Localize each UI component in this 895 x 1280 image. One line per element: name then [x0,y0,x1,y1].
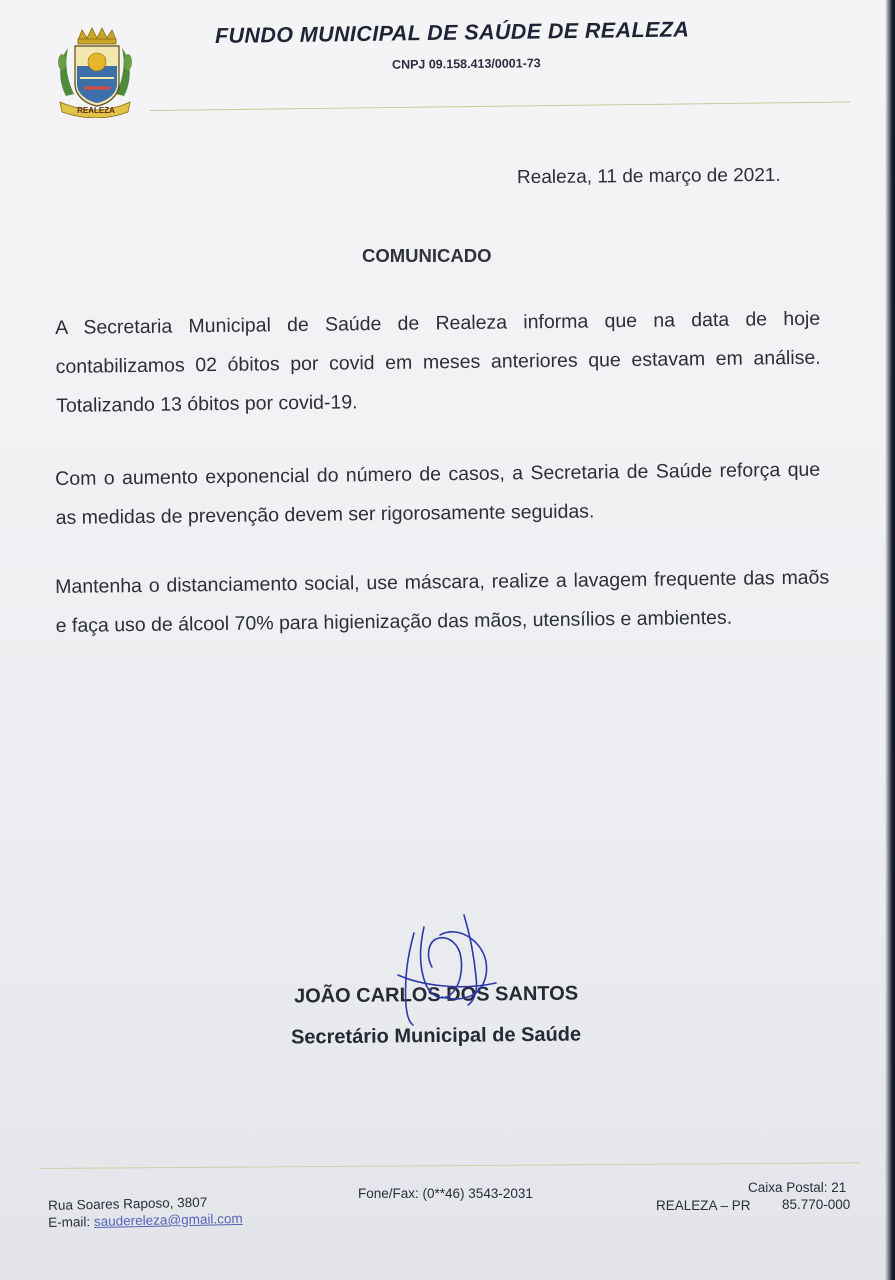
email-link[interactable]: saudereleza@gmail.com [93,1210,243,1230]
footer-divider [40,1162,860,1169]
footer-city: REALEZA – PR [656,1198,751,1213]
signatory-name: JOÃO CARLOS DOS SANTOS [293,982,579,1008]
logo-banner-text: REALEZA [77,106,115,115]
municipal-coat-of-arms-logo [48,26,142,118]
email-label: E-mail: [48,1214,91,1230]
signatory-role: Secretário Municipal de Saúde [290,1023,582,1049]
document-title: COMUNICADO [362,245,492,266]
footer-phone: Fone/Fax: (0**46) 3543-2031 [358,1186,533,1201]
cnpj-number: CNPJ 09.158.413/0001-73 [391,56,541,72]
handwritten-signature [380,905,510,1035]
footer-caixa-postal: Caixa Postal: 21 [748,1180,847,1195]
document-date: Realeza, 11 de março de 2021. [516,164,781,189]
footer-address: Rua Soares Raposo, 3807 [48,1194,208,1213]
header-divider [150,101,850,111]
body-paragraph: A Secretaria Municipal de Saúde de Realeza informa que na data de hoje contabilizamos 02 óbitos por covid em meses anteriores que estavam em análise. Totalizando 13 óbitos por covid-19. [55,307,821,417]
body-paragraph: Com o aumento exponencial do número de casos, a Secretaria de Saúde reforça que as medidas de prevenção devem ser rigorosamente seguidas. [55,458,821,529]
footer-cep: 85.770-000 [782,1197,851,1212]
footer-email-line [48,1211,243,1230]
organization-name: FUNDO MUNICIPAL DE SAÚDE DE REALEZA [214,17,690,48]
letterhead [0,0,895,130]
body-paragraph: Mantenha o distanciamento social, use máscara, realize a lavagem frequente das maõs e faça uso de álcool 70% para higienização das mãos, utensílios e ambientes. [55,566,830,637]
